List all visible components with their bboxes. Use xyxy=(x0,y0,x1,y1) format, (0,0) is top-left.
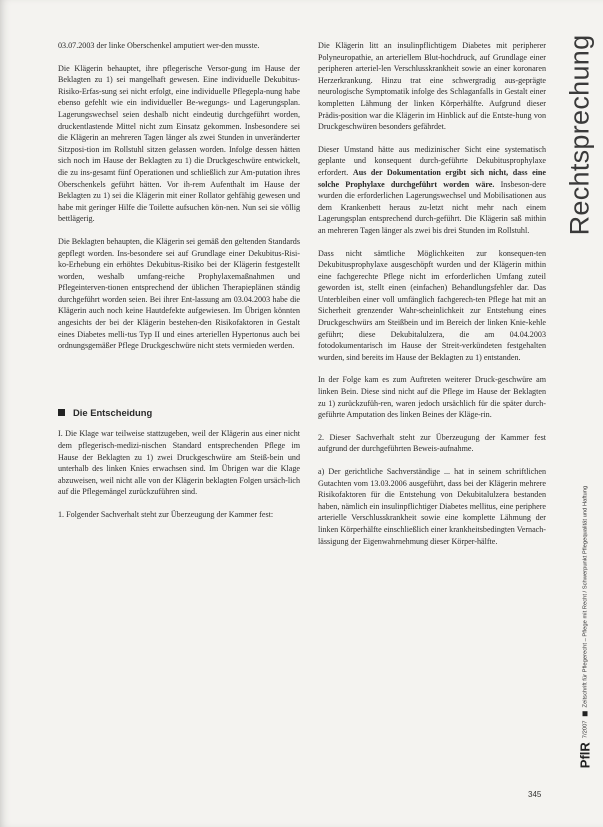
issue-number: 7/2007 xyxy=(582,720,588,739)
spacer xyxy=(58,363,300,389)
journal-logo: PflR xyxy=(577,742,593,769)
page-number: 345 xyxy=(528,790,542,799)
left-paragraph-1: 03.07.2003 der linke Oberschenkel amputiert wer-den musste. xyxy=(58,41,260,50)
left-column xyxy=(58,40,300,532)
journal-footer xyxy=(573,477,597,777)
section-heading-text: Die Entscheidung xyxy=(73,406,153,418)
square-bullet-icon xyxy=(583,711,588,716)
right-paragraph-6: a) Der gerichtliche Sachverständige ... hat in seinem schriftlichen Gutachten vom 13.03.2006 ausgeführt, dass bei der Klägerin mehrere Risikofaktoren für die Entstehung von Dekubitalulzera bestanden haben, nämlich ein insulinpflichtiger Diabetes mellitus, eine periphere arterielle Verschlusskrankheit sowie eine komplette Lähmung der linken Körperhälfte einschließlich einer krankheitsbedingten Vernach-lässigung der Eigenwahrnehmung dieser Körper-hälfte. xyxy=(318,467,546,546)
left-paragraph-4: I. Die Klage war teilweise stattzugeben, weil der Klägerin aus einer nicht dem pflegerisch-medizi-nischen Standard entsprechenden Pflege im Hause der Beklagten zu 1) zwei Druckgeschwüre am Steiß-bein und unterhalb des linken Knies erwachsen sind. Im Übrigen war die Klage abzuweisen, weil nicht alle von der Klägerin beklagten Folgen ursäch-lich auf die Pflegemängel zurückzuführen sind. xyxy=(58,429,300,497)
right-column xyxy=(318,40,546,547)
left-paragraph-3: Die Beklagten behaupten, die Klägerin sei gemäß den geltenden Standards gepflegt worden. Ins-besondere sei auf Grundlage einer Dekubitus-Risi-ko-Erhebung ein erhöhtes Dekubitus-Risiko bei der Klägerin festgestellt worden, weshalb umfang-reiche Prophylaxemaßnahmen und Pflegeinterven-tionen entsprechend der üblichen Therapieplänen ständig durchgeführt worden seien. Bei ihrer Ent-lassung am 03.04.2003 habe die Klägerin auch noch keine Hautdefekte aufgewiesen. Im Übrigen könnten angesichts der bei der Klägerin bestehen-den Risikofaktoren in Gestalt eines Diabetes melli-tus Typ II und eines arteriellen Hypertonus auch bei ordnungsgemäßer Pflege Druckgeschwüre nicht stets vermieden werden. xyxy=(58,236,300,351)
right-paragraph-3: Dass nicht sämtliche Möglichkeiten zur konsequen-ten Dekubitusprophylaxe ausgeschöpft wurden und der Klägerin mithin eine fachgerechte Pflege nicht im erforderlichen Umfang zuteil geworden ist, stellt einen (einfachen) Behandlungsfehler dar. Das Unterbleiben einer voll umfänglich fachgerech-ten Pflege hat mit an Sicherheit grenzender Wahr-scheinlichkeit zur Entstehung eines Druckgeschwürs am Steißbein und im Bereich der linken Knie-kehle geführt; diese Dekubitalulzera, die am 04.04.2003 fotodokumentarisch im Hause der Streit-verkündeten festgehalten wurden, sind bereits im Hause der Beklagten zu 1) entstanden. xyxy=(318,248,546,362)
margin-title-text: Rechtsprechung xyxy=(564,34,595,236)
right-paragraph-2c: Insbeson-dere wurden die erforderlichen Lagerungswechsel und Mobilisationen aus dem Krankenbett heraus zu-letzt nicht mehr nach einem Lagerungsplan entsprechend durch-geführt. Die Klägerin saß mithin an mehreren Tagen länger als zwei bis drei Stunden im Rollstuhl. xyxy=(318,179,547,235)
left-paragraph-2: Die Klägerin behauptet, ihre pflegerische Versor-gung im Hause der Beklagten zu 1) sei mangelhaft gewesen. Eine individuelle Dekubitus-Risiko-Erfas-sung sei nicht erfolgt, eine individuelle Pflegepla-nung habe ebenso gefehlt wie ein individueller Be-wegungs- und Lagerungsplan. Lagerungswechsel seien deshalb nicht eindeutig durchgeführt worden, druckentlastende Mittel nicht zum Einsatz gekommen. Insbesondere sei die Klägerin an mehreren Tagen länger als zwei Stunden in unveränderter Sitzposi-tion im Rollstuhl sitzen gelassen worden. Infolge dessen hätten sich noch im Hause der Beklagten zu 1) die Druckgeschwüre entwickelt, die zu ins-gesamt fünf Operationen und schließlich zur Am-putation ihres Oberschenkels geführt hätten. Vor ih-rem Aufenthalt im Hause der Beklagten zu 1) sei die Klägerin mit einer Rollator gehfähig gewesen und habe mit geringer Hilfe die Toilette aufsuchen kön-nen. Nun sei sie völlig bettlägerig. xyxy=(58,63,300,224)
right-paragraph-2-bold: Aus der Dokumentation ergibt sich nicht, dass eine solche Prophylaxe durchgeführt worden wäre. xyxy=(318,167,546,189)
right-paragraph-5: 2. Dieser Sachverhalt steht zur Überzeugung der Kammer fest aufgrund der durchgeführten Beweis-aufnahme. xyxy=(318,432,546,454)
right-paragraph-4: In der Folge kam es zum Auftreten weiterer Druck-geschwüre am linken Bein. Diese sind nicht auf die Pflege im Hause der Beklagten zu 1) zurückzufüh-ren, waren jedoch ursächlich für die später durch-geführte Amputation des linken Beines der Kläge-rin. xyxy=(318,375,546,420)
section-heading xyxy=(58,407,300,419)
journal-name: Zeitschrift für Pflegerecht – Pflege mit Recht / Schwerpunkt Pflegequalität und Haftung xyxy=(582,485,588,708)
margin-title xyxy=(559,34,601,236)
left-paragraph-5: 1. Folgender Sachverhalt steht zur Überzeugung der Kammer fest: xyxy=(58,510,274,519)
right-paragraph-1: Die Klägerin litt an insulinpflichtigem Diabetes mit peripherer Polyneuropathie, an arteriellem Blut-hochdruck, auf Grundlage einer peripheren arteriel-len Verschlusskrankheit sowie an einer koronaren Herzerkrankung. Hinzu trat eine schwergradig aus-geprägte neurologische Symptomatik infolge des Schlaganfalls in Gestalt einer kompletten Lähmung der linken Körperhälfte. Aufgrund dieser Prädis-position war die Klägerin im Hinblick auf die Entste-hung von Druckgeschwüren besonders gefährdet. xyxy=(318,41,546,132)
right-paragraph-2a: Dieser Umstand hätte aus medizinischer Sicht eine systematisch geplante und konsequent durch-geführte Dekubitusprophylaxe erfordert. xyxy=(318,144,546,177)
right-paragraph-2 xyxy=(318,144,546,237)
square-bullet-icon xyxy=(58,409,65,416)
